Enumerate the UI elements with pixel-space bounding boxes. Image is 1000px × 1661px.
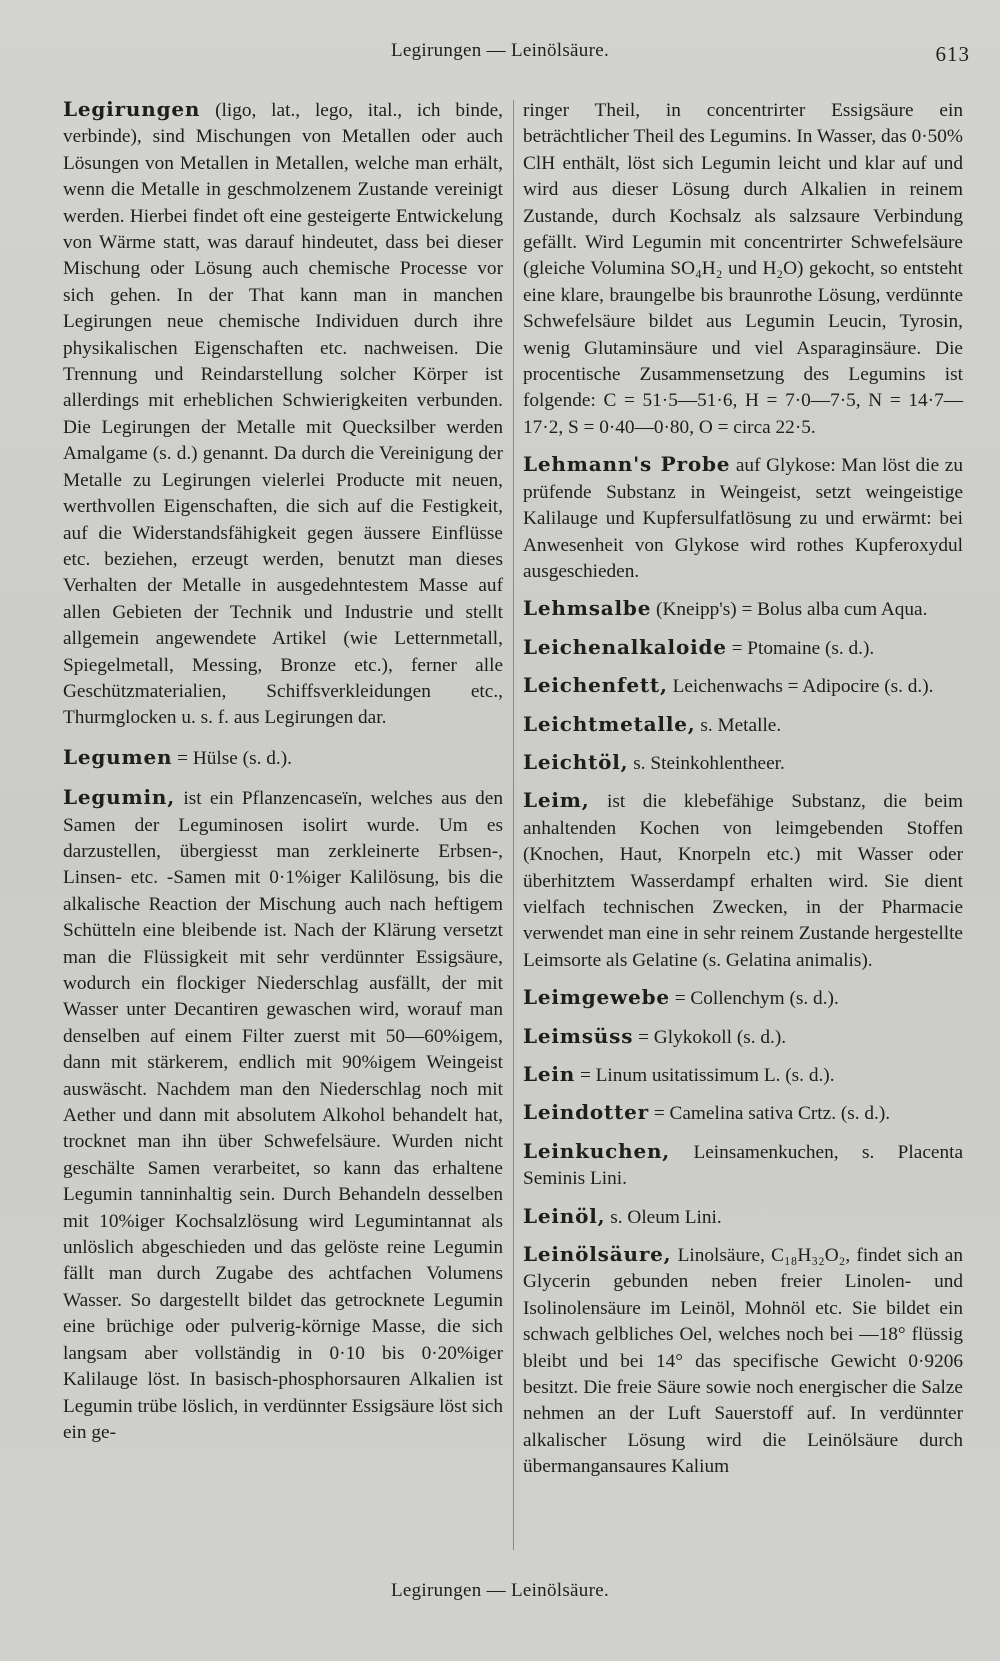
entry-text: (ligo, lat., lego, ital., ich binde, verbinde), sind Mischungen von Metallen oder auch Lösungen von Metallen in Metallen, welche man erhält, wenn die Metalle in geschmolzenem Zustande vereinigt werden. Hierbei findet oft eine gesteigerte Entwickelung von Wärme statt, was darauf hindeutet, dass bei dieser Mischung oder Lösung auch chemische Processe vor sich gehen. In der That kann man in manchen Legirungen neue chemische Individuen durch ihre physikalischen Eigenschaften etc. nachweisen. Die Trennung und Reindarstellung solcher Körper ist allerdings mit erheblichen Schwierigkeiten verbunden. Die Legirungen der Metalle mit Quecksilber werden Amalgame (s. d.) genannt. Da durch die Vereinigung der Metalle zu Legirungen vielerlei Producte mit neuen, werthvollen Eigenschaften, die sich auf die Festigkeit, auf die Widerstandsfähigkeit gegen äussere Einflüsse etc. beziehen, erzeugt werden, benutzt man dieses Verhalten der Metalle in ausgedehntestem Masse auf allen Gebieten der Technik und Industrie und stellt allgemein angewendete Artikel (wie Letternmetall, Spiegelmetall, Messing, Bronze etc.), ferner alle Geschützmaterialien, Schiffsverkleidungen etc., Thurmglocken u. s. f. aus Legirungen dar. [63, 100, 503, 729]
entry-text: Linolsäure, C₁₈H₃₂O₂, findet sich an Glycerin gebunden neben freier Linolen- und Isolinolensäure im Leinöl, Mohnöl etc. Sie bildet ein schwach gelbliches Oel, welches noch bei —18° flüssig bleibt und bei 14° das specifische Gewicht 0·9206 besitzt. Die freie Säure sowie noch energischer die Salze nehmen an der Luft Sauerstoff auf. In verdünnter alkalischer Lösung wird die Leinölsäure durch übermangansaures Kalium [523, 1245, 963, 1478]
entry-text: Leinsamenkuchen, s. Placenta Seminis Lini. [523, 1141, 963, 1190]
entry-leinoelsaeure [523, 1241, 963, 1481]
entry-leindotter [523, 1099, 963, 1127]
entry-leichtoel [523, 749, 963, 777]
entry-lemma: Leindotter [523, 1100, 649, 1125]
entry-text: = Camelina sativa Crtz. (s. d.). [649, 1103, 891, 1125]
running-head-title: Legirungen — Leinölsäure. [390, 40, 609, 61]
entry-leimsuess [523, 1023, 963, 1051]
entry-legumen [63, 744, 503, 772]
entry-lemma: Leinkuchen, [523, 1138, 671, 1163]
entry-lemma: Lein [523, 1062, 576, 1086]
entry-text: auf Glykose: Man löst die zu prüfende Substanz in Weingeist, setzt weingeistige Kalilauge und Kupfersulfatlösung zu und erwärmt: bei Anwesenheit von Glykose wird rothes Kupferoxydul ausgeschieden. [523, 455, 963, 582]
entry-lemma: Leinölsäure, [523, 1242, 672, 1267]
entry-legirungen [63, 96, 503, 732]
entry-leichenfett [523, 672, 963, 700]
entry-text: s. Oleum Lini. [605, 1206, 722, 1228]
entry-text: = Glykokoll (s. d.). [633, 1026, 787, 1048]
entry-leichenalkaloide [523, 634, 963, 662]
entry-lemma: Leimgewebe [523, 985, 670, 1010]
entry-text: (Kneipp's) = Bolus alba cum Aqua. [651, 599, 928, 621]
entry-leimgewebe [523, 984, 963, 1012]
entry-lemma: Legumin, [63, 785, 175, 810]
entry-text: ist ein Pflanzencaseïn, welches aus den Samen der Leguminosen isolirt wurde. Um es darzustellen, übergiesst man zerkleinerte Erbsen-, Linsen- etc. -Samen mit 0·1%iger Kalilösung, bis die alkalische Reaction der Mischung auch nach heftigem Schütteln eine bleibende ist. Nach der Klärung versetzt man die Flüssigkeit mit sehr verdünnter Essigsäure, wodurch ein flockiger Niederschlag ausfällt, der mit Wasser unter Decantiren gewaschen wird, worauf man denselben auf einem Filter zuerst mit 50—60%igem, dann mit stärkerem, endlich mit 90%igem Weingeist auswäscht. Nachdem man den Niederschlag noch mit Aether und dann mit absolutem Alkohol behandelt hat, trocknet man ihn über Schwefelsäure. Wurden nicht geschälte Samen verarbeitet, so kann das erhaltene Legumin tanninhaltig sein. Durch Behandeln desselben mit 10%iger Kochsalzlösung wird Legumintannat als unlöslich abgeschieden und das gelöste reine Legumin fällt man durch Zugabe des achtfachen Volumens Wasser. So dargestellt bildet das getrocknete Legumin eine brüchige oder pulverig-körnige Masse, die sich langsam aber vollständig in 0·10 bis 0·20%iger Kalilauge löst. In basisch-phosphorsauren Alkalien ist Legumin trübe löslich, in verdünnter Essigsäure löst sich ein ge- [63, 788, 503, 1443]
entry-lemma: Leinöl, [523, 1203, 606, 1228]
entry-text: = Collenchym (s. d.). [669, 988, 839, 1010]
entry-leichtmetalle [523, 711, 963, 739]
entry-text: ringer Theil, in concentrirter Essigsäure ein beträchtlicher Theil des Legumins. In Wasser, das 0·50% ClH enthält, löst sich Legumin leicht und klar auf und wird aus dieser Lösung durch Alkalien in reinem Zustande, durch Kochsalz als salzsaure Verbindung gefällt. Wird Legumin mit concentrirter Schwefelsäure (gleiche Volumina SO₄H₂ und H₂O) gekocht, so entsteht eine klare, braungelbe bis braunrothe Lösung, verdünnte Schwefelsäure bildet aus Legumin Leucin, Tyrosin, wenig Glutaminsäure und viel Asparaginsäure. Die procentische Zusammensetzung des Legumins ist folgende: C = 51·5—51·6, H = 7·0—7·5, N = 14·7—17·2, S = 0·40—0·80, O = circa 22·5. [523, 100, 963, 438]
entry-text: s. Steinkohlentheer. [628, 752, 785, 774]
entry-legumin [63, 784, 503, 1446]
entry-lemma: Leimsüss [523, 1023, 634, 1048]
entry-lehmanns-probe [523, 451, 963, 585]
entry-lemma: Leim, [523, 788, 590, 813]
entry-text: Leichenwachs = Adipocire (s. d.). [667, 676, 934, 698]
entry-lemma: Leichenalkaloide [523, 634, 727, 659]
entry-lemma: Lehmann's Probe [523, 452, 731, 477]
entry-lemma: Legumen [63, 744, 173, 769]
entry-lemma: Leichtöl, [523, 749, 629, 774]
entry-leim [523, 787, 963, 974]
page-number: 613 [935, 42, 970, 66]
entry-text: = Hülse (s. d.). [172, 747, 292, 769]
running-foot: Legirungen — Leinölsäure. [390, 1580, 609, 1601]
column-divider [513, 100, 514, 1550]
entry-lemma: Leichenfett, [523, 673, 668, 698]
entry-text: = Linum usitatissimum L. (s. d.). [575, 1065, 835, 1086]
entry-text: = Ptomaine (s. d.). [726, 637, 875, 659]
left-column [63, 96, 503, 1458]
entry-legumin-continued [523, 96, 963, 441]
running-head [0, 40, 1000, 70]
entry-text: ist die klebefähige Substanz, die beim anhaltenden Kochen von leimgebenden Stoffen (Knochen, Haut, Knorpeln etc.) mit Wasser oder überhitztem Wasserdampf erhalten wird. Sie dient vielfach technischen Zwecken, in der Pharmacie verwendet man eine in sehr reinem Zustande hergestellte Leimsorte als Gelatine (s. Gelatina animalis). [523, 791, 963, 971]
entry-leinkuchen [523, 1138, 963, 1193]
entry-lemma: Lehmsalbe [523, 596, 652, 621]
entry-lemma: Leichtmetalle, [523, 711, 696, 736]
right-column [523, 96, 963, 1491]
entry-text: s. Metalle. [695, 714, 782, 736]
entry-lemma: Legirungen [63, 97, 201, 121]
entry-lein [523, 1061, 963, 1089]
entry-leinoel [523, 1203, 963, 1231]
entry-lehmsalbe [523, 595, 963, 623]
